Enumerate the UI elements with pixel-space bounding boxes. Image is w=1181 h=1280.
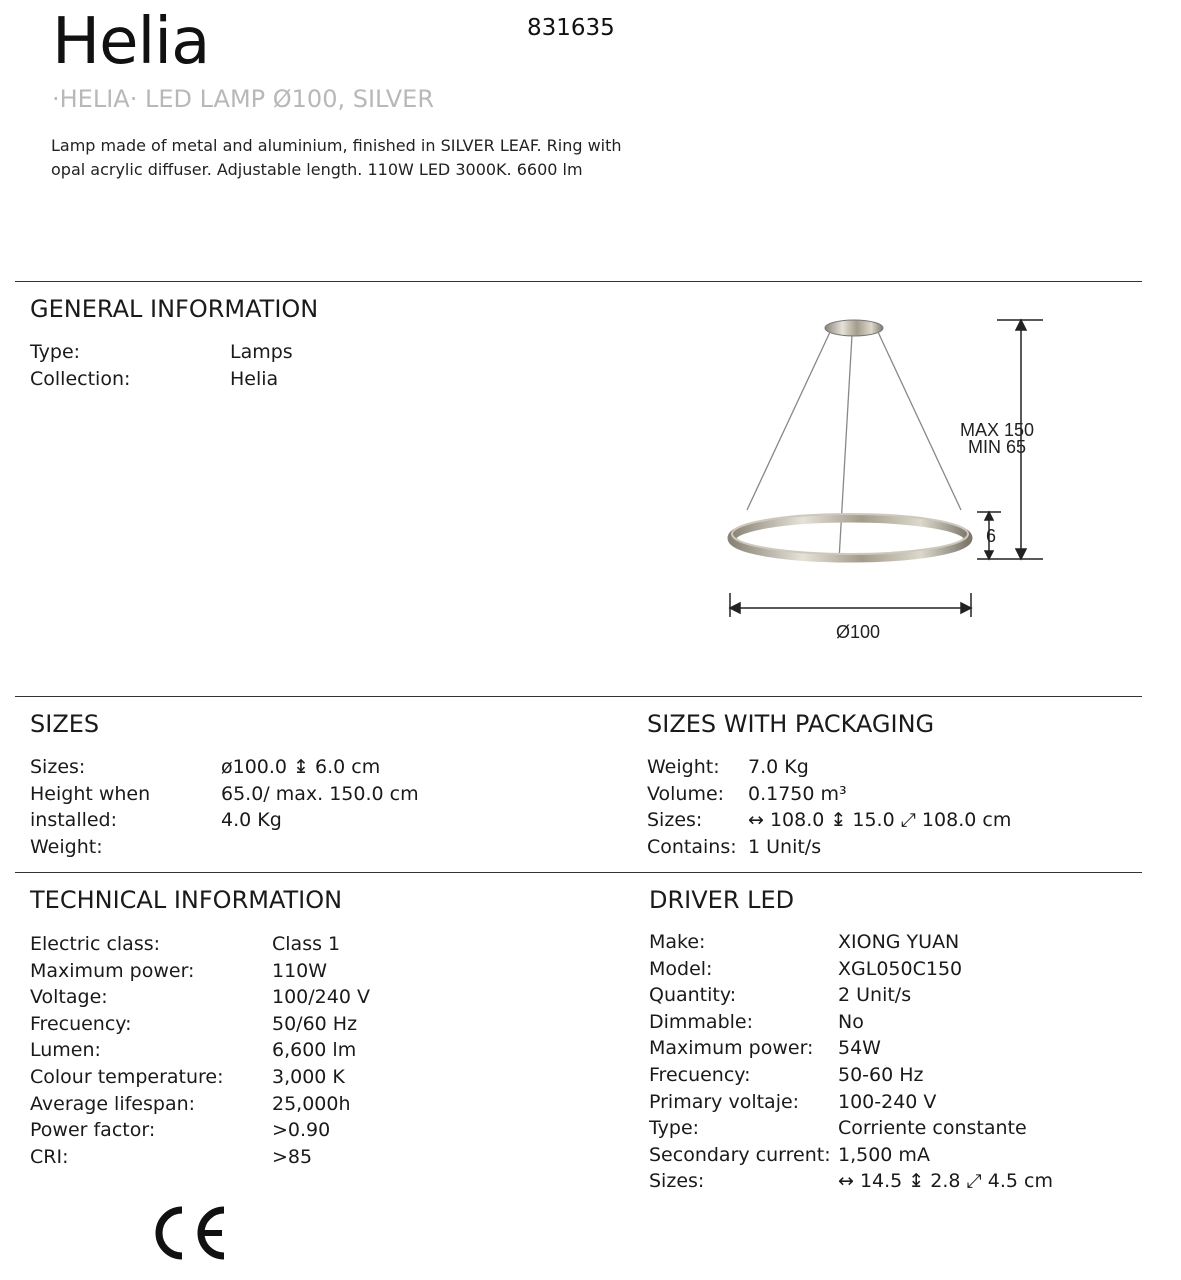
sizes-value: 4.0 Kg bbox=[221, 809, 282, 832]
product-code: 831635 bbox=[527, 15, 615, 41]
technical-label: Colour temperature: bbox=[30, 1065, 224, 1088]
ring-height-label: 6 bbox=[985, 526, 997, 546]
sizes-value: ø100.0 ↨ 6.0 cm bbox=[221, 756, 381, 778]
packaging-value: ↔ 108.0 ↨ 15.0 ⤢ 108.0 cm bbox=[748, 809, 1012, 832]
packaging-value: 1 Unit/s bbox=[748, 835, 822, 858]
ce-mark-icon bbox=[148, 1200, 228, 1266]
packaging-heading: SIZES WITH PACKAGING bbox=[647, 710, 935, 738]
info-label: Collection: bbox=[30, 367, 131, 390]
packaging-label: Weight: bbox=[647, 756, 720, 778]
technical-value: >0.90 bbox=[272, 1119, 331, 1142]
driver-label: Primary voltaje: bbox=[649, 1090, 800, 1113]
product-subtitle: ·HELIA· LED LAMP Ø100, SILVER bbox=[52, 85, 435, 113]
driver-label: Sizes: bbox=[649, 1170, 705, 1193]
driver-value: XIONG YUAN bbox=[838, 931, 960, 953]
min-height-label: MIN 65 bbox=[967, 437, 1027, 457]
product-description: Lamp made of metal and aluminium, finished in SILVER LEAF. Ring with opal acrylic diffuser. Adjustable length. 110W LED 3000K. 6600 lm bbox=[51, 136, 622, 179]
driver-value: 54W bbox=[838, 1037, 881, 1060]
packaging-label: Contains: bbox=[647, 835, 737, 858]
driver-label: Frecuency: bbox=[649, 1063, 751, 1086]
packaging-label: Sizes: bbox=[647, 809, 703, 832]
driver-value: No bbox=[838, 1010, 864, 1033]
lamp-dimension-drawing bbox=[715, 305, 1060, 650]
technical-label: Maximum power: bbox=[30, 959, 195, 982]
driver-value: ↔ 14.5 ↨ 2.8 ⤢ 4.5 cm bbox=[838, 1170, 1053, 1193]
driver-label: Secondary current: bbox=[649, 1143, 831, 1166]
driver-value: Corriente constante bbox=[838, 1117, 1027, 1140]
driver-label: Type: bbox=[649, 1117, 700, 1140]
packaging-label: Volume: bbox=[647, 782, 725, 805]
driver-label: Quantity: bbox=[649, 984, 737, 1007]
packaging-value: 0.1750 m³ bbox=[748, 782, 847, 805]
driver-label: Maximum power: bbox=[649, 1037, 814, 1060]
max-height-label: MAX 150 bbox=[959, 420, 1035, 440]
driver-value: 2 Unit/s bbox=[838, 984, 912, 1007]
info-value: Lamps bbox=[230, 341, 293, 363]
technical-label: Voltage: bbox=[30, 986, 108, 1009]
sizes-label: Sizes: bbox=[30, 756, 86, 778]
technical-value: 100/240 V bbox=[272, 986, 370, 1009]
technical-value: 25,000h bbox=[272, 1092, 351, 1115]
technical-value: 3,000 K bbox=[272, 1065, 345, 1088]
sizes-label: installed: bbox=[30, 809, 118, 832]
divider bbox=[15, 281, 1142, 282]
technical-label: Lumen: bbox=[30, 1039, 101, 1062]
technical-value: 6,600 lm bbox=[272, 1039, 357, 1062]
sizes-labels bbox=[30, 756, 150, 862]
technical-label: Electric class: bbox=[30, 933, 161, 955]
divider bbox=[15, 696, 1142, 697]
sizes-values bbox=[221, 756, 419, 836]
technical-value: 50/60 Hz bbox=[272, 1012, 358, 1035]
packaging-value: 7.0 Kg bbox=[748, 756, 809, 778]
technical-value: Class 1 bbox=[272, 933, 341, 955]
technical-value: >85 bbox=[272, 1145, 313, 1168]
divider bbox=[15, 872, 1142, 873]
technical-label: CRI: bbox=[30, 1145, 69, 1168]
dimension-lines bbox=[730, 320, 1043, 617]
technical-label: Power factor: bbox=[30, 1119, 156, 1142]
diameter-label: Ø100 bbox=[835, 622, 881, 642]
driver-value: 100-240 V bbox=[838, 1090, 937, 1113]
info-value: Helia bbox=[230, 367, 279, 390]
technical-value: 110W bbox=[272, 959, 328, 982]
driver-value: 50-60 Hz bbox=[838, 1063, 924, 1086]
technical-information-heading: TECHNICAL INFORMATION bbox=[30, 886, 343, 914]
sizes-heading: SIZES bbox=[30, 710, 100, 738]
driver-label: Model: bbox=[649, 957, 713, 980]
sizes-label: Weight: bbox=[30, 835, 103, 858]
lamp-illustration bbox=[732, 320, 968, 560]
technical-label: Frecuency: bbox=[30, 1012, 132, 1035]
info-label: Type: bbox=[30, 341, 81, 363]
sizes-value: 65.0/ max. 150.0 cm bbox=[221, 782, 419, 805]
driver-label: Dimmable: bbox=[649, 1010, 753, 1033]
sizes-label: Height when bbox=[30, 782, 151, 805]
product-title: Helia bbox=[52, 5, 210, 79]
driver-value: XGL050C150 bbox=[838, 957, 963, 980]
driver-led-heading: DRIVER LED bbox=[649, 886, 795, 914]
general-information-heading: GENERAL INFORMATION bbox=[30, 295, 319, 323]
driver-label: Make: bbox=[649, 931, 706, 953]
technical-label: Average lifespan: bbox=[30, 1092, 196, 1115]
driver-value: 1,500 mA bbox=[838, 1143, 930, 1166]
